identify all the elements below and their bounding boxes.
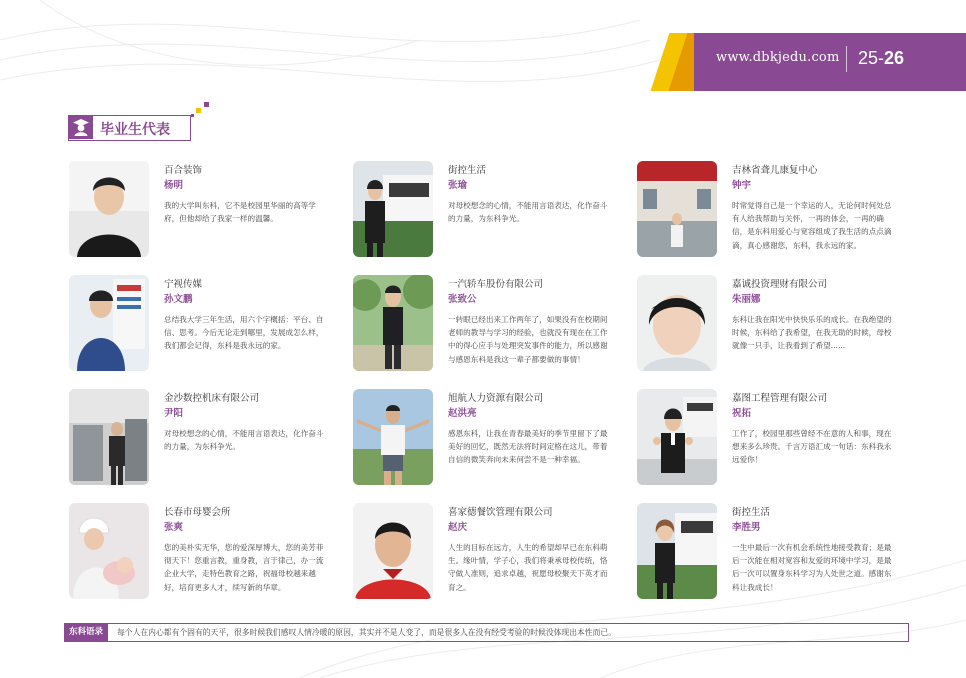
graduate-icon bbox=[69, 116, 93, 139]
graduate-photo bbox=[69, 161, 149, 257]
company-name: 百合装饰 bbox=[164, 165, 203, 176]
decor-dot-purple bbox=[204, 102, 209, 107]
graduate-name: 赵庆 bbox=[448, 522, 468, 533]
graduate-card bbox=[637, 275, 907, 375]
company-name: 一汽轿车股份有限公司 bbox=[448, 279, 544, 290]
graduate-name: 李胜男 bbox=[732, 522, 761, 533]
graduate-name: 孙文鹏 bbox=[164, 294, 193, 305]
graduate-photo bbox=[637, 275, 717, 371]
footer-quote-bar bbox=[64, 623, 909, 642]
graduate-quote: 总结我大学三年生活，用六个字概括：平台、自信、思考。今后无论走到哪里，发展成怎么样，我们都会记得，东科是我永远的家。 bbox=[164, 315, 324, 351]
graduate-name: 朱丽娜 bbox=[732, 294, 761, 305]
section-title-box bbox=[68, 115, 191, 141]
graduate-name: 钟宇 bbox=[732, 180, 752, 191]
company-name: 嘉诚投资理财有限公司 bbox=[732, 279, 828, 290]
graduate-name: 尹阳 bbox=[164, 408, 184, 419]
graduate-card bbox=[637, 389, 907, 489]
decor-dot-purple-small bbox=[191, 114, 194, 117]
website-url: www.dbkjedu.com bbox=[716, 50, 840, 65]
graduate-name: 张瑜 bbox=[448, 180, 468, 191]
graduate-quote: 感恩东科，让我在青春最美好的季节里留下了最美好的回忆，既然无法将时间定格在这儿，带着自信的微笑奔向未来何尝不是一种幸福。 bbox=[448, 429, 608, 465]
footer-quote-tag: 东科语录 bbox=[64, 623, 108, 642]
graduate-quote: 时常觉得自己是一个幸运的人，无论何时何处总有人给我帮助与关怀，一再的体会，一再的确信，是东科用爱心与宽容组成了我生活的点点滴滴，真心感谢您，东科，我永远的家。 bbox=[732, 201, 892, 250]
company-name: 金沙数控机床有限公司 bbox=[164, 393, 260, 404]
graduate-quote: 对母校想念的心情，不能用言语表达，化作奋斗的力量，为东科争光。 bbox=[448, 201, 608, 224]
graduate-card bbox=[637, 503, 907, 603]
decor-dot-yellow bbox=[196, 108, 201, 113]
graduate-name: 赵洪亮 bbox=[448, 408, 477, 419]
graduate-photo bbox=[637, 503, 717, 599]
graduate-quote: 东科让我在阳光中快快乐乐的成长。在我绝望的时候，东科给了我希望，在我无助的时候，母校就像一只手，让我看到了希望...... bbox=[732, 315, 892, 351]
graduate-photo bbox=[69, 275, 149, 371]
company-name: 旭航人力资源有限公司 bbox=[448, 393, 544, 404]
graduate-photo bbox=[353, 275, 433, 371]
company-name: 嘉图工程管理有限公司 bbox=[732, 393, 828, 404]
graduate-quote: 我的大学叫东科，它不是校园里华丽的高等学府，但他却给了我家一样的温馨。 bbox=[164, 201, 316, 224]
footer-quote-text: 每个人在内心都有个固有的天平，很多时候我们感叹人情冷暖的原因，其实并不是人变了，而是很多人在没有经受考验的时候没体现出本性而已。 bbox=[117, 628, 616, 637]
header-separator bbox=[846, 46, 847, 72]
company-name: 宁视传媒 bbox=[164, 279, 203, 290]
graduate-quote: 一转眼已经出来工作两年了，如果没有在校期间老师的教导与学习的经验，也就没有现在在工作中的得心应手与处理突发事件的能力，所以感谢与感恩东科是我这一辈子都要做的事情！ bbox=[448, 315, 608, 364]
graduate-photo bbox=[69, 503, 149, 599]
company-name: 吉林省聋儿康复中心 bbox=[732, 165, 818, 176]
section-title: 毕业生代表 bbox=[100, 122, 170, 138]
graduate-name: 杨明 bbox=[164, 180, 184, 191]
company-name: 街控生活 bbox=[732, 507, 771, 518]
graduate-name: 祝拓 bbox=[732, 408, 752, 419]
graduate-card bbox=[69, 389, 339, 489]
company-name: 长春市母婴会所 bbox=[164, 507, 231, 518]
company-name: 街控生活 bbox=[448, 165, 487, 176]
graduate-card bbox=[637, 161, 907, 261]
company-name: 喜家德餐饮管理有限公司 bbox=[448, 507, 553, 518]
page-right: 26 bbox=[884, 48, 905, 68]
graduate-name: 张爽 bbox=[164, 522, 184, 533]
page-left: 25- bbox=[858, 48, 885, 68]
graduate-photo bbox=[637, 161, 717, 257]
graduate-card bbox=[353, 503, 623, 603]
graduate-card bbox=[353, 161, 623, 261]
graduate-photo bbox=[353, 161, 433, 257]
graduate-quote: 对母校想念的心情，不能用言语表达，化作奋斗的力量，为东科争光。 bbox=[164, 429, 324, 452]
graduate-card bbox=[353, 389, 623, 489]
graduate-photo bbox=[637, 389, 717, 485]
graduate-card bbox=[69, 275, 339, 375]
graduate-name: 张致公 bbox=[448, 294, 477, 305]
graduate-card bbox=[353, 275, 623, 375]
graduate-quote: 工作了，校园里那些曾经不在意的人和事，现在想来多么珍贵。千言万语汇成一句话：东科我永远爱你！ bbox=[732, 429, 892, 465]
graduate-quote: 您的美朴实无华，您的爱深厚博大，您的美芳菲彻天下！您重言教，重身教，言于律己，办一流企业大学，走特色教育之路，祝福母校越来越好，培育更多人才，续写新的华章。 bbox=[164, 543, 324, 592]
graduate-photo bbox=[353, 389, 433, 485]
graduate-quote: 一生中最后一次有机会系统性地接受教育；是最后一次能在相对宽容和友爱的环境中学习，是最后一次可以置身东科学习为人处世之道。感谢东科让我成长！ bbox=[732, 543, 892, 592]
page-numbers bbox=[858, 48, 904, 69]
graduate-photo bbox=[69, 389, 149, 485]
graduate-quote: 人生的目标在远方，人生的希望却早已在东科萌生。缘叶情，学子心，我们将秉承母校传统，恪守做人准则，追求卓越，祝愿母校聚天下英才而育之。 bbox=[448, 543, 608, 592]
graduate-card bbox=[69, 503, 339, 603]
graduate-card bbox=[69, 161, 339, 261]
graduate-photo bbox=[353, 503, 433, 599]
